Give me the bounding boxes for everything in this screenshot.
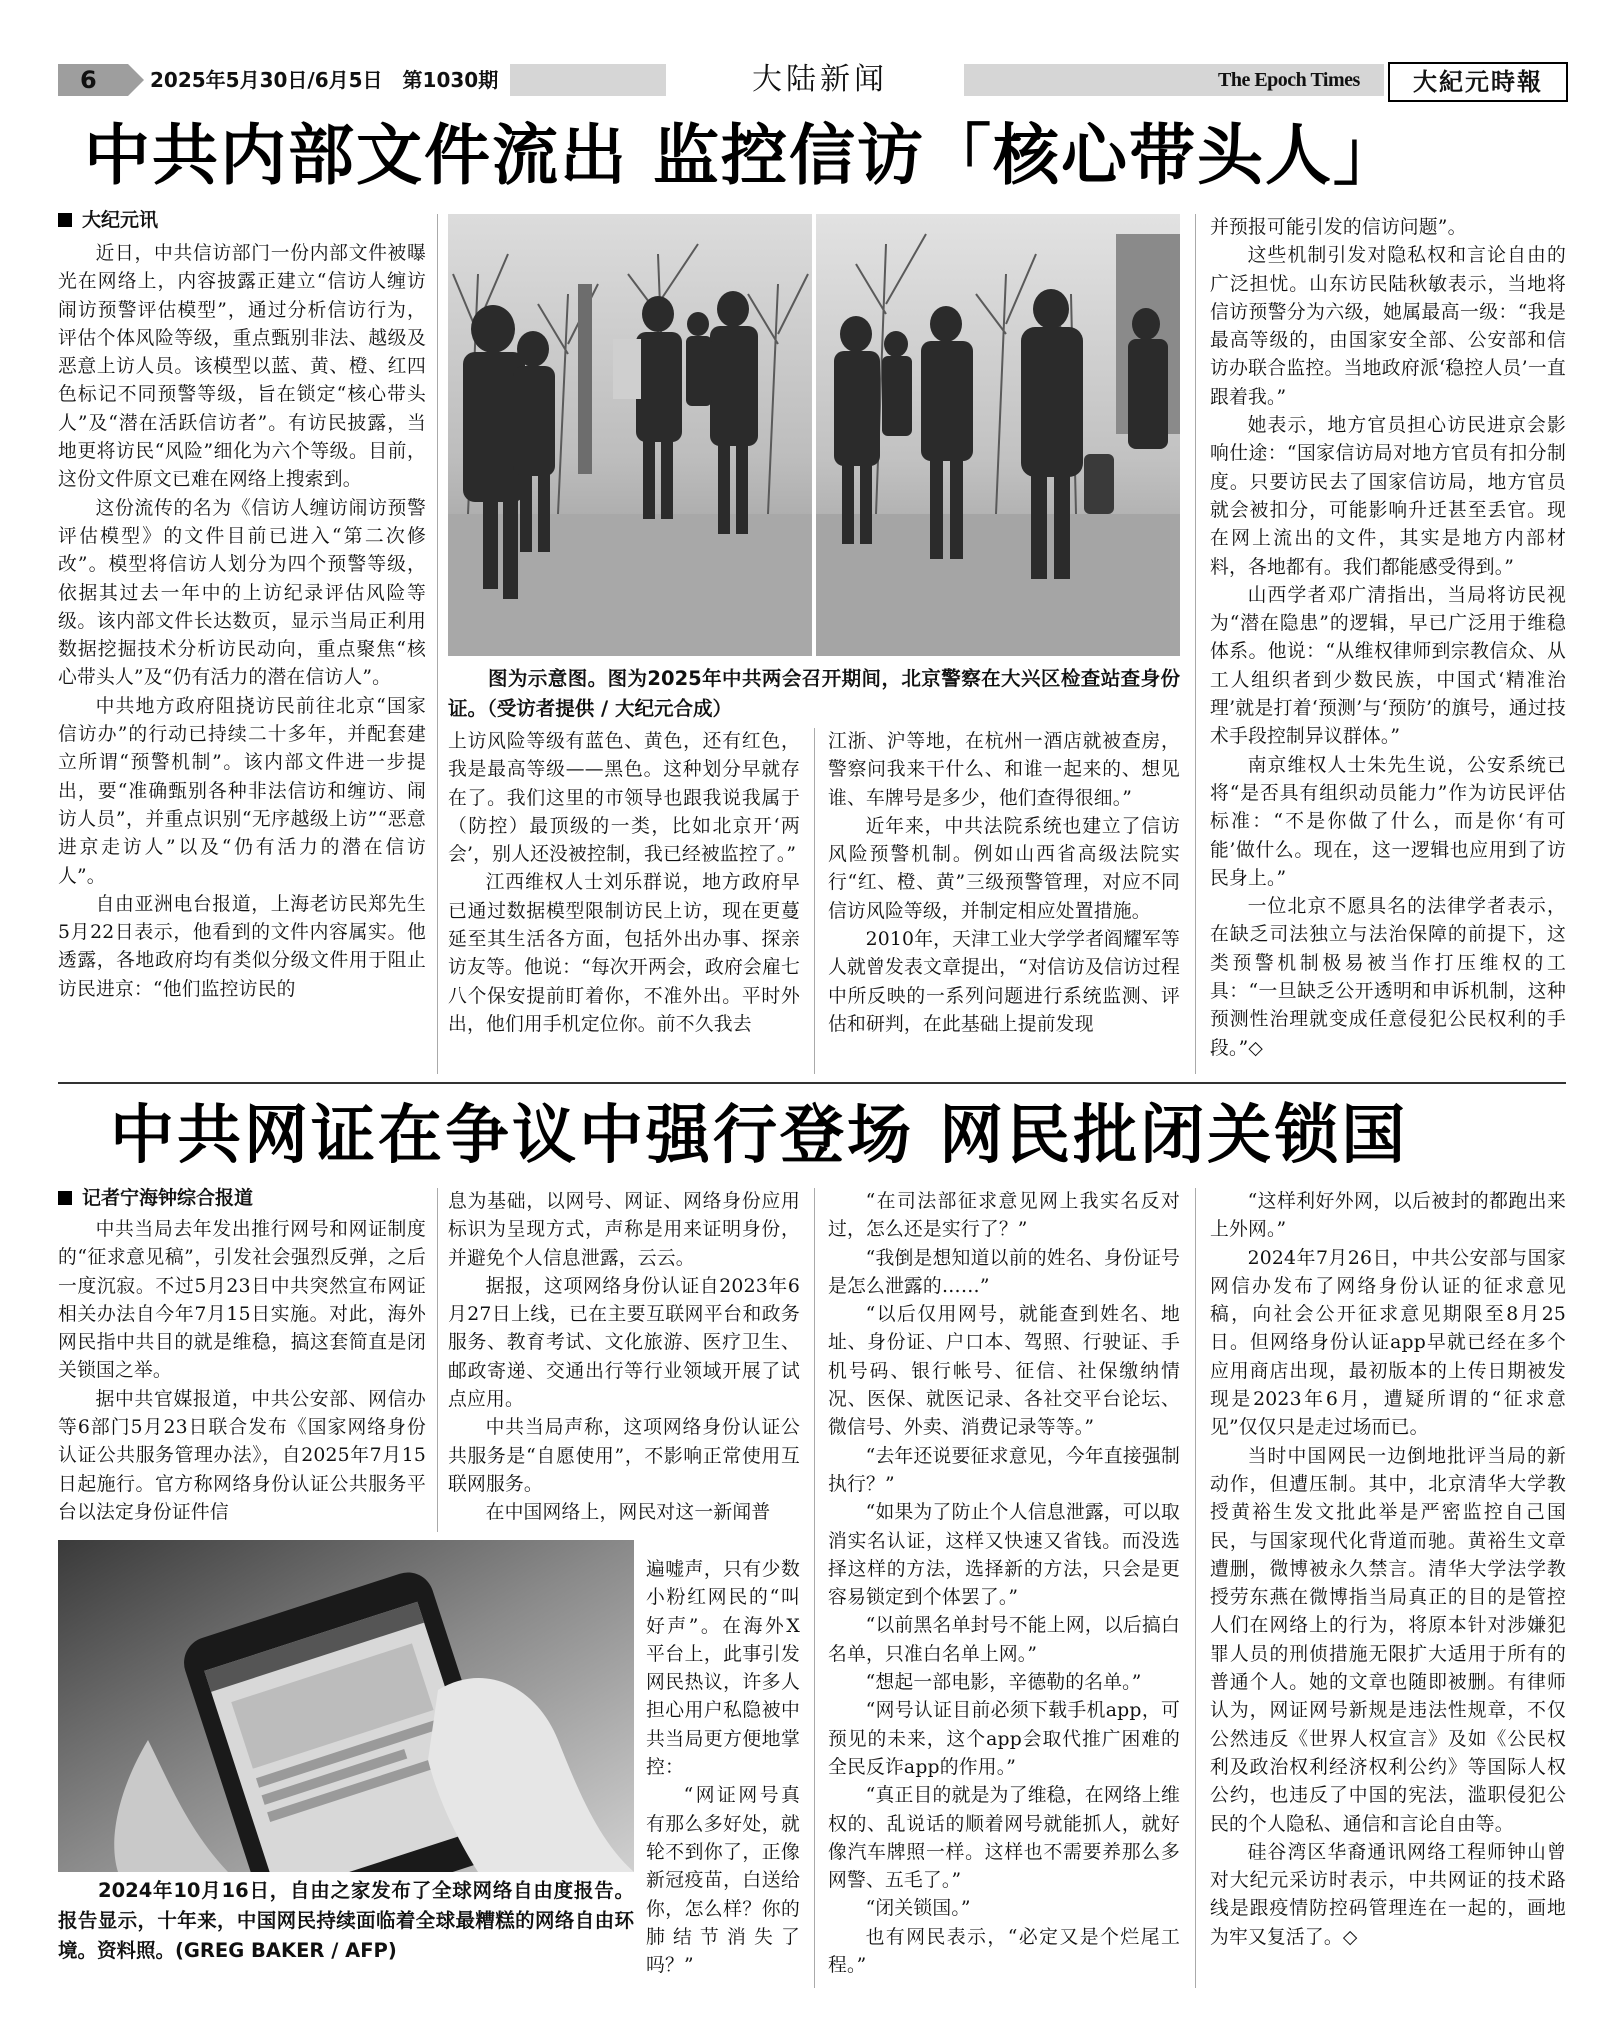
article1-column-4 [1210, 214, 1566, 1063]
paragraph: “闭关锁国。” [865, 1898, 971, 1920]
article2-headline: 中共网证在争议中强行登场 网民批闭关锁国 [110, 1099, 1409, 1173]
column-divider [814, 728, 815, 1074]
article1-column-2 [448, 728, 800, 1039]
paragraph: 江西维权人士刘乐群说，地方政府早已通过数据模型限制访民上访，现在更蔓延至其生活各方面，包括外出办事、探亲访友等。他说：“每次开两会，政府会雇七八个保安提前盯着你，不准外出。平时外出，他们用手机定位你。前不久我去 [448, 872, 800, 1035]
paragraph: 硅谷湾区华裔通讯网络工程师钟山曾对大纪元采访时表示，中共网证的技术路线是跟疫情防控码管理连在一起的，画地为牢又复活了。◇ [1210, 1841, 1566, 1948]
paragraph: 中共当局声称，这项网络身份认证公共服务是“自愿使用”，不影响正常使用互联网服务。 [448, 1417, 800, 1495]
paragraph: 一位北京不愿具名的法律学者表示，在缺乏司法独立与法治保障的前提下，这类预警机制极易被当作打压维权的工具：“一旦缺乏公开透明和申诉机制，这种预测性治理就变成任意侵犯公民权利的手段。”◇ [1210, 896, 1566, 1059]
paragraph: “去年还说要征求意见，今年直接强制执行？” [828, 1445, 1180, 1495]
paragraph: “在司法部征求意见网上我实名反对过，怎么还是实行了？” [828, 1191, 1180, 1241]
paragraph: 据中共官媒报道，中共公安部、网信办等6部门5月23日联合发布《国家网络身份认证公共服务管理办法》，自2025年7月15日起施行。官方称网络身份认证公共服务平台以法定身份证件信 [58, 1388, 426, 1523]
article2-byline [58, 1184, 253, 1212]
article2-column-1 [58, 1216, 426, 1527]
paragraph: 据报，这项网络身份认证自2023年6月27日上线，已在主要互联网平台和政务服务、教育考试、文化旅游、医疗卫生、邮政寄递、交通出行等行业领域开展了试点应用。 [448, 1275, 800, 1411]
paragraph: 江浙、沪等地，在杭州一酒店就被查房，警察问我来干什么、和谁一起来的、想见谁、车牌号是多少，他们查得很细。” [828, 731, 1180, 809]
paragraph: 近年来，中共法院系统也建立了信访风险预警机制。例如山西省高级法院实行“红、橙、黄”三级预警管理，对应不同信访风险等级，并制定相应处置措施。 [828, 815, 1180, 922]
paragraph: 2010年，天津工业大学学者阎耀军等人就曾发表文章提出，“对信访及信访过程中所反映的一系列问题进行系统监测、评估和研判，在此基础上提前发现 [828, 929, 1180, 1035]
paragraph: 中共地方政府阻挠访民前往北京“国家信访办”的行动已持续二十多年，并配套建立所谓“预警机制”。该内部文件进一步提出，要“准确甄别各种非法信访和缠访、闹访人员”，并重点识别“无序越级上访”“恶意进京走访人”以及“仍有活力的潜在信访人”。 [58, 695, 426, 887]
paragraph: 息为基础，以网号、网证、网络身份应用标识为呈现方式，声称是用来证明身份，并避免个人信息泄露，云云。 [448, 1191, 800, 1269]
article2-photo [58, 1540, 634, 1872]
paragraph: 自由亚洲电台报道，上海老访民郑先生5月22日表示，他看到的文件内容属实。他透露，各地政府均有类似分级文件用于阻止访民进京：“他们监控访民的 [58, 893, 426, 1000]
paragraph: 也有网民表示，“必定又是个烂尾工程。” [828, 1926, 1180, 1977]
paragraph: “这样利好外网，以后被封的都跑出来上外网。” [1210, 1191, 1566, 1241]
article1-headline: 中共内部文件流出 监控信访「核心带头人」 [84, 117, 1401, 194]
paragraph: “如果为了防止个人信息泄露，可以取消实名认证，这样又快速又省钱。而没选择这样的方法，选择新的方法，只会是更容易锁定到个体罢了。” [828, 1502, 1180, 1609]
paragraph: 上访风险等级有蓝色、黄色，还有红色，我是最高等级——黑色。这种划分早就存在了。我们这里的市领导也跟我说我属于（防控）最顶级的一类，比如北京开‘两会’，别人还没被控制，我已经被监控了。” [448, 731, 800, 866]
article-separator [58, 1082, 1566, 1084]
article1-column-1 [58, 240, 426, 1004]
article1-photo-right [816, 214, 1180, 656]
article2-column-2-narrow [646, 1556, 800, 1980]
paragraph: “以后仅用网号，就能查到姓名、地址、身份证、户口本、驾照、行驶证、手机号码、银行帐号、征信、社保缴纳情况、医保、就医记录、各社交平台论坛、微信号、外卖、消费记录等等。” [828, 1304, 1180, 1439]
paragraph: 她表示，地方官员担心访民进京会影响仕途：“国家信访局对地方官员有扣分制度。只要访民去了国家信访局，地方官员就会被扣分，可能影响升迁甚至丢官。现在网上流出的文件，其实是地方内部材料，各地都有。我们都能感受得到。” [1210, 415, 1566, 578]
article2-photo-caption: 2024年10月16日，自由之家发布了全球网络自由度报告。报告显示，十年来，中国网民持续面临着全球最糟糕的网络自由环境。资料照。(GREG BAKER / AFP) [58, 1879, 634, 1962]
article1-byline [58, 206, 158, 234]
paragraph: “想起一部电影，辛德勒的名单。” [865, 1672, 1142, 1694]
paragraph: 这些机制引发对隐私权和言论自由的广泛担忧。山东访民陆秋敏表示，当地将信访预警分为六级，她属最高一级：“我是最高等级的，由国家安全部、公安部和信访办联合监控。当地政府派‘稳控人员’一直跟着我。” [1210, 245, 1566, 408]
page-number: 6 [80, 66, 97, 94]
article1-photo-caption: 图为示意图。图为2025年中共两会召开期间，北京警察在大兴区检查站查身份证。（受访者提供 / 大纪元合成） [448, 667, 1180, 720]
issue-date: 2025年5月30日/6月5日 第1030期 [150, 68, 499, 92]
paragraph: 山西学者邓广清指出，当局将访民视为“潜在隐患”的逻辑，早已广泛用于维稳体系。他说：“从维权律师到宗教信众、从工人组织者到少数民族，中国式‘精准治理’就是打着‘预测’与‘预防’的旗号，通过技术手段控制异议群体。” [1210, 584, 1566, 748]
paragraph: “网号认证目前必须下载手机app，可预见的未来，这个app会取代推广困难的全民反诈app的作用。” [828, 1700, 1180, 1778]
masthead-english: The Epoch Times [1218, 69, 1360, 91]
paragraph: 南京维权人士朱先生说，公安系统已将“是否具有组织动员能力”作为访民评估标准：“不是你做了什么，而是你‘有可能’做什么。现在，这一逻辑也应用到了访民身上。” [1210, 754, 1566, 889]
column-divider [437, 1188, 438, 1532]
smartphone-photo [58, 1540, 634, 1872]
paragraph: “真正目的就是为了维稳，在网络上维权的、乱说话的顺着网号就能抓人，就好像汽车牌照一样。这样也不需要养那么多网警、五毛了。” [828, 1785, 1180, 1892]
paragraph: 在中国网络上，网民对这一新闻普 [485, 1502, 771, 1524]
masthead-chinese: 大紀元時報 [1388, 62, 1568, 102]
article1-byline-text: 大纪元讯 [82, 209, 159, 231]
article2-column-2 [448, 1188, 800, 1528]
paragraph: 并预报可能引发的信访问题”。 [1210, 217, 1467, 238]
paragraph: 2024年7月26日，中共公安部与国家网信办发布了网络身份认证的征求意见稿，向社会公开征求意见期限至8月25日。但网络身份认证app早就已经在多个应用商店出现，最初版本的上传日期被发现是2023年6月，遭疑所谓的“征求意见”仅仅只是走过场而已。 [1210, 1247, 1566, 1439]
section-title: 大陆新闻 [752, 62, 888, 97]
column-divider [1195, 214, 1196, 1074]
article2-column-4 [1210, 1188, 1566, 1952]
police-checkpoint-photo-right [816, 214, 1180, 656]
paragraph: “网证网号真有那么多好处，就轮不到你了，正像新冠疫苗，白送给你，怎么样？你的肺结节消失了吗？” [646, 1785, 800, 1977]
byline-square-icon [58, 213, 72, 227]
article2-column-3 [828, 1188, 1180, 1980]
article2-byline-text: 记者宁海钟综合报道 [82, 1187, 254, 1209]
paragraph: 中共当局去年发出推行网号和网证制度的“征求意见稿”，引发社会强烈反弹，之后一度沉寂。不过5月23日中共突然宣布网证相关办法自今年7月15日实施。对此，海外网民指中共目的就是维稳，搞这套简直是闭关锁国之举。 [58, 1219, 426, 1382]
paragraph: 遍嘘声，只有少数小粉红网民的“叫好声”。在海外X平台上，此事引发网民热议，许多人担心用户私隐被中共当局更方便地掌控： [646, 1559, 800, 1779]
article1-photo-left [448, 214, 812, 656]
paragraph: 当时中国网民一边倒地批评当局的新动作，但遭压制。其中，北京清华大学教授黄裕生发文批此举是严密监控自己国民，与国家现代化背道而驰。黄裕生文章遭删，微博被永久禁言。清华大学法学教授劳东燕在微博指当局真正的目的是管控人们在网络上的行为，将原本针对涉嫌犯罪人员的刑侦措施无限扩大适用于所有的普通个人。她的文章也随即被删。有律师认为，网证网号新规是违法性规章，不仅公然违反《世界人权宣言》及如《公民权利及政治权利经济权利公约》等国际人权公约，也违反了中国的宪法，滥职侵犯公民的个人隐私、通信和言论自由等。 [1210, 1445, 1566, 1835]
column-divider [814, 1188, 815, 1988]
column-divider [437, 214, 438, 1074]
column-divider [1195, 1188, 1196, 1988]
police-checkpoint-photo-left [448, 214, 812, 656]
byline-square-icon [58, 1191, 72, 1205]
paragraph: 近日，中共信访部门一份内部文件被曝光在网络上，内容披露正建立“信访人缠访闹访预警评估模型”，通过分析信访行为，评估个体风险等级，重点甄别非法、越级及恶意上访人员。该模型以蓝、黄、橙、红四色标记不同预警等级，旨在锁定“核心带头人”及“潜在活跃信访者”。有访民披露，当地更将访民“风险”细化为六个等级。目前，这份文件原文已难在网络上搜索到。 [58, 243, 426, 491]
paragraph: “我倒是想知道以前的姓名、身份证号是怎么泄露的……” [828, 1247, 1180, 1297]
header-bar-left [510, 64, 666, 96]
article1-column-3 [828, 728, 1180, 1039]
paragraph: 这份流传的名为《信访人缠访闹访预警评估模型》的文件目前已进入“第二次修改”。模型将信访人划分为四个预警等级，依据其过去一年中的上访纪录评估风险等级。该内部文件长达数页，显示当局正利用数据挖掘技术分析访民动向，重点聚焦“核心带头人”及“仍有活力的潜在信访人”。 [58, 497, 426, 689]
paragraph: “以前黑名单封号不能上网，以后搞白名单，只准白名单上网。” [828, 1615, 1180, 1665]
